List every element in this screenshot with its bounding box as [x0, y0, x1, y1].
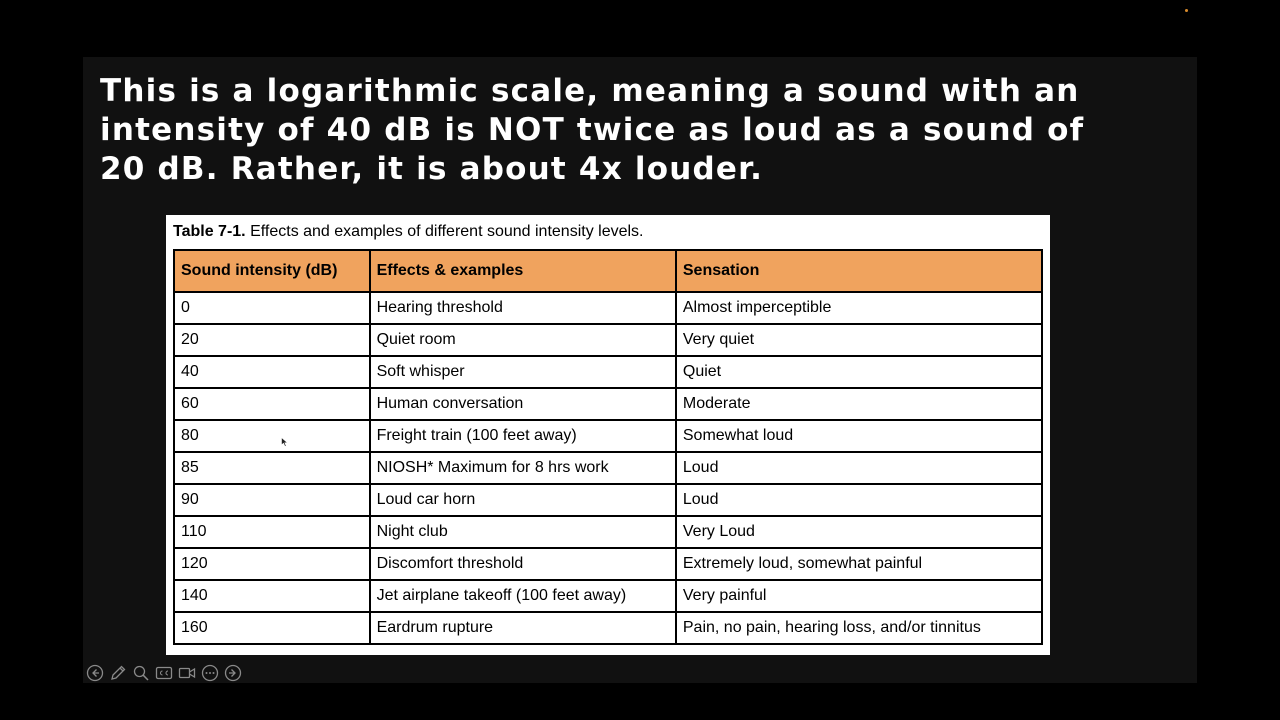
pen-icon[interactable] [107, 663, 129, 683]
cell-intensity: 160 [174, 612, 370, 644]
table-row [174, 580, 1042, 612]
sound-intensity-table [173, 249, 1043, 645]
slide-heading [100, 72, 1160, 189]
table-caption [173, 223, 643, 241]
table-row [174, 420, 1042, 452]
cell-effect: Hearing threshold [370, 292, 676, 324]
heading-line: 20 dB. Rather, it is about 4x louder. [100, 151, 764, 187]
cell-sensation: Moderate [676, 388, 1042, 420]
cell-sensation: Pain, no pain, hearing loss, and/or tinnitus [676, 612, 1042, 644]
cell-effect: Discomfort threshold [370, 548, 676, 580]
column-header-sensation: Sensation [676, 250, 1042, 292]
zoom-icon[interactable] [130, 663, 152, 683]
cell-effect: NIOSH* Maximum for 8 hrs work [370, 452, 676, 484]
cell-intensity: 85 [174, 452, 370, 484]
table-card [166, 215, 1050, 655]
table-row [174, 388, 1042, 420]
table-row [174, 548, 1042, 580]
video-icon[interactable] [176, 663, 198, 683]
table-row [174, 324, 1042, 356]
table-row [174, 516, 1042, 548]
cell-intensity: 110 [174, 516, 370, 548]
cell-sensation: Somewhat loud [676, 420, 1042, 452]
table-caption-text: Effects and examples of different sound intensity levels. [245, 223, 644, 240]
back-arrow-icon[interactable] [84, 663, 106, 683]
mouse-pointer-icon [281, 437, 289, 447]
cell-intensity: 140 [174, 580, 370, 612]
column-header-effects: Effects & examples [370, 250, 676, 292]
cell-sensation: Very quiet [676, 324, 1042, 356]
cell-sensation: Very Loud [676, 516, 1042, 548]
cell-intensity: 80 [174, 420, 370, 452]
cell-effect: Human conversation [370, 388, 676, 420]
table-caption-label: Table 7-1. [173, 223, 246, 240]
cell-effect: Freight train (100 feet away) [370, 420, 676, 452]
column-header-intensity: Sound intensity (dB) [174, 250, 370, 292]
cell-sensation: Loud [676, 452, 1042, 484]
table-header-row [174, 250, 1042, 292]
cell-intensity: 120 [174, 548, 370, 580]
cell-effect: Jet airplane takeoff (100 feet away) [370, 580, 676, 612]
recording-indicator [1185, 9, 1188, 12]
cell-sensation: Quiet [676, 356, 1042, 388]
cell-intensity: 40 [174, 356, 370, 388]
cell-effect: Soft whisper [370, 356, 676, 388]
cell-effect: Quiet room [370, 324, 676, 356]
table-row [174, 292, 1042, 324]
table-row [174, 452, 1042, 484]
cell-sensation: Very painful [676, 580, 1042, 612]
forward-arrow-icon[interactable] [222, 663, 244, 683]
cell-effect: Night club [370, 516, 676, 548]
heading-line: This is a logarithmic scale, meaning a sound with an [100, 73, 1080, 109]
table-row [174, 356, 1042, 388]
cell-sensation: Loud [676, 484, 1042, 516]
table-row [174, 612, 1042, 644]
captions-icon[interactable] [153, 663, 175, 683]
table-row [174, 484, 1042, 516]
cell-intensity: 90 [174, 484, 370, 516]
cell-sensation: Almost imperceptible [676, 292, 1042, 324]
cell-intensity: 0 [174, 292, 370, 324]
cell-sensation: Extremely loud, somewhat painful [676, 548, 1042, 580]
cell-effect: Eardrum rupture [370, 612, 676, 644]
more-icon[interactable] [199, 663, 221, 683]
cell-intensity: 60 [174, 388, 370, 420]
heading-line: intensity of 40 dB is NOT twice as loud as a sound of [100, 112, 1085, 148]
table-body [174, 292, 1042, 644]
cell-effect: Loud car horn [370, 484, 676, 516]
cell-intensity: 20 [174, 324, 370, 356]
presentation-controls [84, 663, 244, 683]
